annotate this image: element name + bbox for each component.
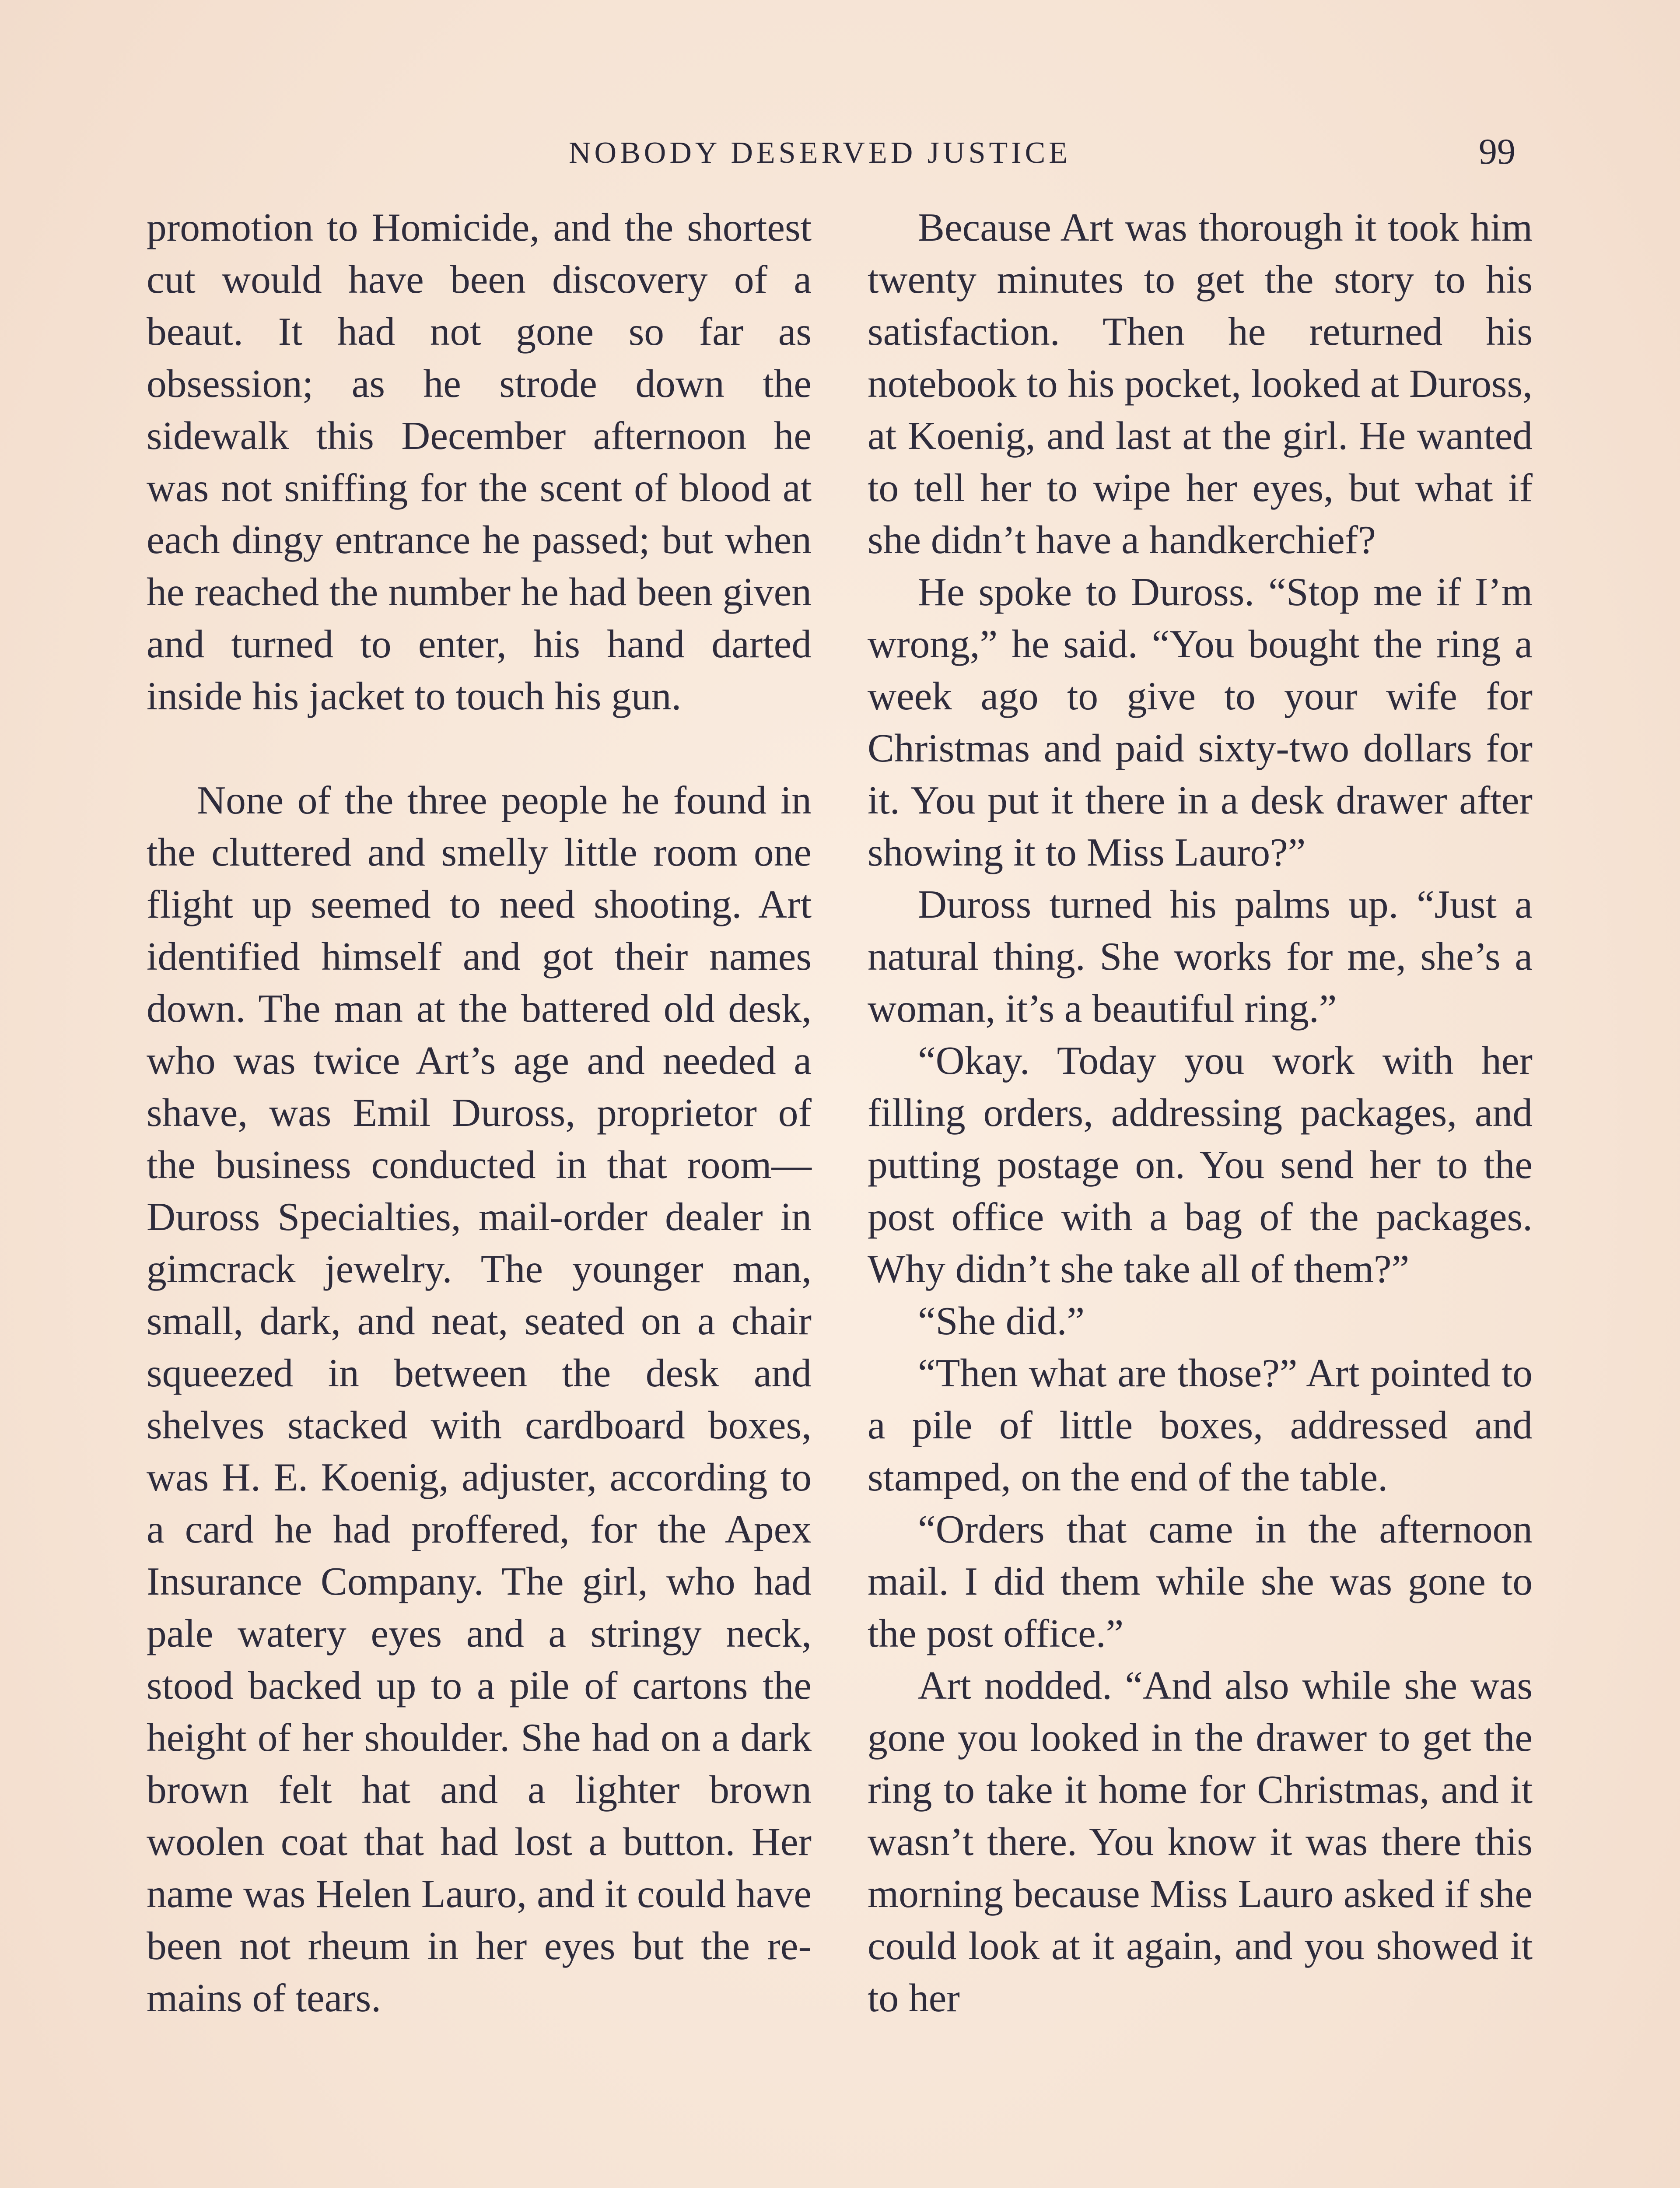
paragraph: “Orders that came in the afternoon mail. I did them while she was gone to the post office.” bbox=[868, 1507, 1533, 1655]
paragraph: Because Art was thorough it took him twenty minutes to get the story to his satisfaction. Then he returned his notebook to his pocket, looked at Duross, at Koenig, and last at the girl. He wanted to tell her to wipe her eyes, but what if she didn’t have a handkerchief? bbox=[868, 205, 1533, 562]
paragraph: Art nodded. “And also while she was gone you looked in the drawer to get the ring to take it home for Christmas, and it wasn’t there. You know it was there this morning because Miss Lauro asked if she could look at it again, and you showed it to her bbox=[868, 1663, 1533, 2020]
left-column bbox=[147, 201, 812, 2024]
paragraph: Duross turned his palms up. “Just a natural thing. She works for me, she’s a woman, it’s a beautiful ring.” bbox=[868, 882, 1533, 1031]
paragraph: promotion to Homicide, and the shortest cut would have been discovery of a beaut. It had not gone so far as obsession; as he strode down the sidewalk this December afternoon he was not sniffing for the scent of blood at each dingy entrance he passed; but when he reached the number he had been given and turned to enter, his hand darted inside his jacket to touch his gun. bbox=[147, 205, 812, 718]
paragraph: “She did.” bbox=[918, 1298, 1085, 1343]
paragraph: “Okay. Today you work with her filling orders, addressing packages, and putting postage on. You send her to the post office with a bag of the packages. Why didn’t she take all of them?” bbox=[868, 1038, 1533, 1291]
page-number: 99 bbox=[1479, 131, 1516, 172]
running-title: NOBODY DESERVED JUSTICE bbox=[569, 136, 1071, 170]
paragraph: He spoke to Duross. “Stop me if I’m wrong,” he said. “You bought the ring a week ago to give to your wife for Christmas and paid sixty-two dollars for it. You put it there in a desk drawer after showing it to Miss Lauro?” bbox=[868, 569, 1533, 874]
paragraph: “Then what are those?” Art pointed to a pile of little boxes, addressed and stamped, on the end of the table. bbox=[868, 1350, 1533, 1499]
paragraph: None of the three people he found in the cluttered and smelly little room one flight up seemed to need shooting. Art identified himself and got their names down. The man at the battered old desk, who was twice Art’s age and needed a shave, was Emil Duross, proprietor of the business conducted in that room—Duross Specialties, mail-order dealer in gimcrack jewelry. The younger man, small, dark, and neat, seated on a chair squeezed in between the desk and shelves stacked with cardboard boxes, was H. E. Koenig, adjuster, according to a card he had proffered, for the Apex Insurance Company. The girl, who had pale watery eyes and a stringy neck, stood backed up to a pile of cartons the height of her shoulder. She had on a dark brown felt hat and a lighter brown woolen coat that had lost a button. Her name was Helen Lauro, and it could have been not rheum in her eyes but the remains of tears. bbox=[147, 778, 812, 2020]
right-column bbox=[868, 201, 1533, 2024]
